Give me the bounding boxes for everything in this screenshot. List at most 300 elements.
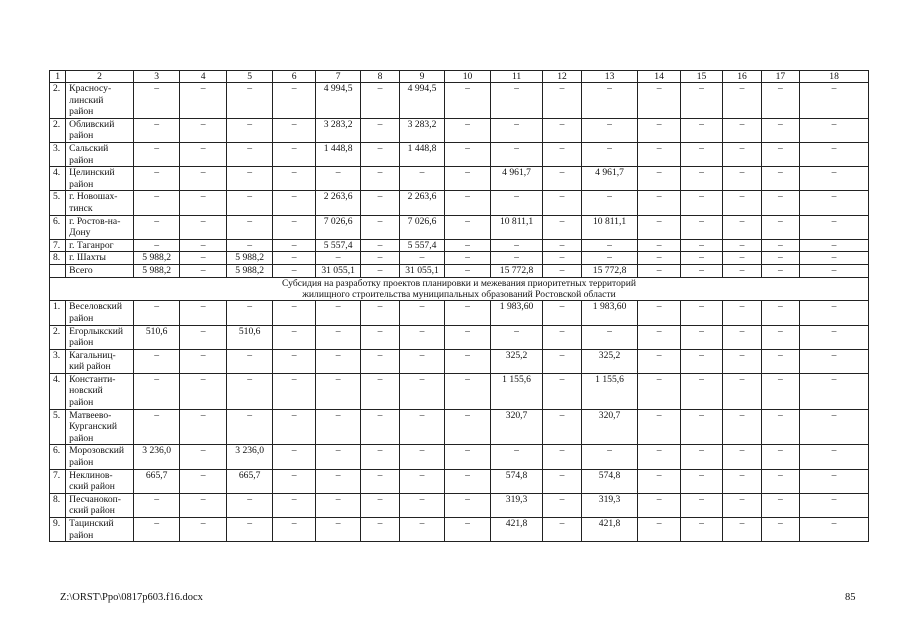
value-cell: – (445, 239, 491, 252)
value-cell: – (315, 252, 361, 265)
value-cell: – (680, 469, 722, 493)
value-cell: 510,6 (133, 325, 180, 349)
file-path: Z:\ORST\Ppo\0817p603.f16.docx (60, 592, 203, 603)
row-name: Матвеево- Курганский район (66, 409, 134, 445)
value-cell: 510,6 (226, 325, 273, 349)
column-number: 14 (638, 71, 680, 83)
value-cell: – (800, 349, 869, 373)
value-cell: – (543, 252, 581, 265)
value-cell: – (761, 469, 799, 493)
value-cell: – (761, 191, 799, 215)
value-cell: 325,2 (490, 349, 543, 373)
row-name: Егорлыкский район (66, 325, 134, 349)
value-cell: – (543, 301, 581, 325)
value-cell: 4 994,5 (315, 83, 361, 119)
value-cell: – (800, 373, 869, 409)
column-number: 10 (445, 71, 491, 83)
value-cell: – (133, 191, 180, 215)
column-number: 15 (680, 71, 722, 83)
value-cell: – (226, 239, 273, 252)
column-number: 18 (800, 71, 869, 83)
value-cell: – (180, 469, 227, 493)
value-cell: – (361, 409, 399, 445)
value-cell: – (638, 301, 680, 325)
row-index: 3. (50, 349, 66, 373)
value-cell: – (273, 215, 315, 239)
row-index: 6. (50, 215, 66, 239)
value-cell: – (180, 239, 227, 252)
row-name: г. Ростов-на- Дону (66, 215, 134, 239)
column-number: 16 (723, 71, 761, 83)
value-cell: – (638, 252, 680, 265)
value-cell: – (226, 215, 273, 239)
value-cell: 421,8 (581, 518, 638, 542)
value-cell: – (226, 83, 273, 119)
value-cell: – (723, 445, 761, 469)
value-cell: – (180, 264, 227, 277)
column-number: 1 (50, 71, 66, 83)
value-cell: – (361, 469, 399, 493)
value-cell: – (680, 118, 722, 142)
value-cell: 5 988,2 (226, 252, 273, 265)
value-cell: – (800, 518, 869, 542)
value-cell: – (680, 325, 722, 349)
value-cell: – (273, 142, 315, 166)
value-cell: – (133, 409, 180, 445)
value-cell: 7 026,6 (315, 215, 361, 239)
value-cell: – (273, 264, 315, 277)
value-cell: – (761, 83, 799, 119)
value-cell: 1 983,60 (490, 301, 543, 325)
value-cell: – (273, 373, 315, 409)
value-cell: – (800, 325, 869, 349)
value-cell: – (361, 493, 399, 517)
value-cell: – (800, 167, 869, 191)
value-cell: – (445, 118, 491, 142)
row-index: 4. (50, 167, 66, 191)
value-cell: – (638, 325, 680, 349)
table-row (50, 349, 869, 373)
value-cell: – (273, 493, 315, 517)
table-row (50, 301, 869, 325)
value-cell: – (361, 264, 399, 277)
table-row (50, 167, 869, 191)
value-cell: – (800, 215, 869, 239)
value-cell: – (800, 445, 869, 469)
value-cell: – (543, 325, 581, 349)
value-cell: 665,7 (226, 469, 273, 493)
value-cell: – (399, 469, 445, 493)
value-cell: 7 026,6 (399, 215, 445, 239)
column-number: 2 (66, 71, 134, 83)
value-cell: – (445, 469, 491, 493)
value-cell: – (800, 264, 869, 277)
value-cell: – (445, 142, 491, 166)
row-index: 5. (50, 409, 66, 445)
value-cell: 325,2 (581, 349, 638, 373)
value-cell: – (273, 325, 315, 349)
value-cell: – (761, 493, 799, 517)
table-row (50, 518, 869, 542)
value-cell: – (723, 239, 761, 252)
value-cell: – (543, 493, 581, 517)
value-cell: – (180, 493, 227, 517)
value-cell: – (490, 83, 543, 119)
value-cell: – (761, 518, 799, 542)
table-row (50, 373, 869, 409)
value-cell: – (361, 83, 399, 119)
column-number: 9 (399, 71, 445, 83)
value-cell: – (180, 142, 227, 166)
value-cell: – (723, 118, 761, 142)
value-cell: – (638, 493, 680, 517)
row-name: Песчанокоп- ский район (66, 493, 134, 517)
value-cell: – (445, 409, 491, 445)
value-cell: – (680, 445, 722, 469)
value-cell: – (723, 409, 761, 445)
value-cell: – (723, 493, 761, 517)
row-index: 8. (50, 252, 66, 265)
value-cell: – (226, 409, 273, 445)
column-number: 12 (543, 71, 581, 83)
value-cell: – (399, 518, 445, 542)
value-cell: – (638, 373, 680, 409)
value-cell: – (445, 445, 491, 469)
table-row (50, 252, 869, 265)
row-index: 3. (50, 142, 66, 166)
value-cell: – (543, 118, 581, 142)
value-cell: – (445, 83, 491, 119)
value-cell: – (399, 252, 445, 265)
value-cell: – (638, 239, 680, 252)
column-number: 7 (315, 71, 361, 83)
value-cell: 3 283,2 (315, 118, 361, 142)
value-cell: – (226, 142, 273, 166)
row-name: Всего (66, 264, 134, 277)
value-cell: – (361, 167, 399, 191)
column-number: 11 (490, 71, 543, 83)
value-cell: – (543, 349, 581, 373)
value-cell: – (800, 301, 869, 325)
value-cell: – (723, 264, 761, 277)
value-cell: – (680, 373, 722, 409)
value-cell: 2 263,6 (315, 191, 361, 215)
table-row (50, 215, 869, 239)
value-cell: – (581, 325, 638, 349)
value-cell: – (361, 215, 399, 239)
value-cell: – (543, 518, 581, 542)
value-cell: 319,3 (490, 493, 543, 517)
value-cell: – (543, 239, 581, 252)
row-index: 6. (50, 445, 66, 469)
value-cell: – (490, 445, 543, 469)
value-cell: – (680, 191, 722, 215)
value-cell: – (361, 301, 399, 325)
value-cell: – (273, 349, 315, 373)
value-cell: – (180, 518, 227, 542)
value-cell: – (180, 167, 227, 191)
table-row (50, 493, 869, 517)
value-cell: – (680, 142, 722, 166)
value-cell: – (761, 264, 799, 277)
value-cell: – (226, 191, 273, 215)
value-cell: – (638, 264, 680, 277)
value-cell: – (445, 373, 491, 409)
row-name: г. Таганрог (66, 239, 134, 252)
value-cell: – (445, 264, 491, 277)
row-name: Сальский район (66, 142, 134, 166)
row-index: 2. (50, 83, 66, 119)
value-cell: – (273, 252, 315, 265)
value-cell: – (361, 445, 399, 469)
value-cell: 4 961,7 (490, 167, 543, 191)
table-row (50, 469, 869, 493)
value-cell: – (800, 469, 869, 493)
row-name: г. Шахты (66, 252, 134, 265)
value-cell: – (273, 118, 315, 142)
value-cell: – (361, 373, 399, 409)
value-cell: – (543, 445, 581, 469)
value-cell: – (638, 118, 680, 142)
value-cell: – (180, 409, 227, 445)
value-cell: – (490, 325, 543, 349)
value-cell: – (800, 409, 869, 445)
value-cell: 2 263,6 (399, 191, 445, 215)
row-index: 1. (50, 301, 66, 325)
value-cell: 4 994,5 (399, 83, 445, 119)
value-cell: – (723, 469, 761, 493)
value-cell: – (680, 167, 722, 191)
value-cell: – (723, 83, 761, 119)
row-index: 9. (50, 518, 66, 542)
value-cell: – (543, 409, 581, 445)
value-cell: – (315, 349, 361, 373)
value-cell: – (723, 349, 761, 373)
value-cell: – (133, 373, 180, 409)
value-cell: – (761, 349, 799, 373)
value-cell: – (723, 215, 761, 239)
value-cell: – (180, 118, 227, 142)
value-cell: – (800, 191, 869, 215)
value-cell: – (761, 239, 799, 252)
value-cell: – (180, 349, 227, 373)
value-cell: 31 055,1 (399, 264, 445, 277)
value-cell: 3 283,2 (399, 118, 445, 142)
value-cell: – (680, 518, 722, 542)
value-cell: – (680, 264, 722, 277)
value-cell: 5 988,2 (226, 264, 273, 277)
value-cell: – (273, 518, 315, 542)
value-cell: 5 557,4 (315, 239, 361, 252)
row-name: Красносу- линский район (66, 83, 134, 119)
row-index: 7. (50, 239, 66, 252)
value-cell: – (543, 83, 581, 119)
value-cell: – (723, 167, 761, 191)
value-cell: 320,7 (490, 409, 543, 445)
value-cell: – (226, 118, 273, 142)
column-number-row (50, 71, 869, 83)
value-cell: – (315, 518, 361, 542)
value-cell: – (180, 191, 227, 215)
value-cell: – (490, 142, 543, 166)
value-cell: – (800, 493, 869, 517)
value-cell: – (543, 469, 581, 493)
value-cell: – (180, 373, 227, 409)
value-cell: – (445, 215, 491, 239)
value-cell: 320,7 (581, 409, 638, 445)
table-row (50, 325, 869, 349)
value-cell: 3 236,0 (133, 445, 180, 469)
value-cell: – (226, 518, 273, 542)
value-cell: – (638, 83, 680, 119)
value-cell: – (445, 518, 491, 542)
row-index: 4. (50, 373, 66, 409)
value-cell: – (445, 167, 491, 191)
value-cell: – (315, 167, 361, 191)
column-number: 17 (761, 71, 799, 83)
value-cell: – (638, 167, 680, 191)
value-cell: – (361, 142, 399, 166)
value-cell: – (680, 409, 722, 445)
value-cell: – (581, 191, 638, 215)
value-cell: – (680, 239, 722, 252)
value-cell: – (361, 191, 399, 215)
table-row (50, 118, 869, 142)
value-cell: – (133, 518, 180, 542)
row-name: Обливский район (66, 118, 134, 142)
row-name: Морозовский район (66, 445, 134, 469)
value-cell: – (273, 239, 315, 252)
value-cell: 665,7 (133, 469, 180, 493)
value-cell: – (638, 215, 680, 239)
value-cell: – (399, 409, 445, 445)
value-cell: – (680, 252, 722, 265)
row-name: Неклинов- ский район (66, 469, 134, 493)
value-cell: – (761, 325, 799, 349)
value-cell: – (361, 518, 399, 542)
value-cell: – (680, 83, 722, 119)
value-cell: – (800, 252, 869, 265)
value-cell: – (315, 301, 361, 325)
budget-table (49, 70, 869, 542)
value-cell: – (315, 373, 361, 409)
value-cell: – (133, 83, 180, 119)
row-index (50, 264, 66, 277)
row-index: 2. (50, 325, 66, 349)
value-cell: – (723, 325, 761, 349)
table-row (50, 409, 869, 445)
value-cell: 31 055,1 (315, 264, 361, 277)
value-cell: – (800, 83, 869, 119)
value-cell: – (399, 373, 445, 409)
value-cell: – (800, 239, 869, 252)
row-name: Веселовский район (66, 301, 134, 325)
value-cell: – (723, 518, 761, 542)
value-cell: – (761, 118, 799, 142)
value-cell: – (361, 349, 399, 373)
value-cell: – (638, 469, 680, 493)
row-index: 2. (50, 118, 66, 142)
value-cell: – (490, 252, 543, 265)
value-cell: – (638, 445, 680, 469)
value-cell: – (761, 445, 799, 469)
value-cell: – (180, 301, 227, 325)
value-cell: – (445, 191, 491, 215)
value-cell: – (800, 118, 869, 142)
value-cell: 4 961,7 (581, 167, 638, 191)
value-cell: 574,8 (490, 469, 543, 493)
value-cell: – (226, 349, 273, 373)
row-name: Константи- новский район (66, 373, 134, 409)
value-cell: – (581, 252, 638, 265)
value-cell: – (638, 409, 680, 445)
value-cell: – (273, 409, 315, 445)
value-cell: – (133, 142, 180, 166)
value-cell: – (133, 118, 180, 142)
value-cell: – (445, 252, 491, 265)
value-cell: – (180, 325, 227, 349)
value-cell: 1 155,6 (581, 373, 638, 409)
value-cell: – (723, 142, 761, 166)
row-index: 7. (50, 469, 66, 493)
table-row (50, 264, 869, 277)
value-cell: – (133, 493, 180, 517)
section-row (50, 277, 869, 301)
value-cell: – (445, 493, 491, 517)
table-row (50, 191, 869, 215)
value-cell: 1 448,8 (315, 142, 361, 166)
value-cell: – (490, 191, 543, 215)
value-cell: – (581, 142, 638, 166)
value-cell: – (226, 373, 273, 409)
value-cell: – (399, 493, 445, 517)
value-cell: 10 811,1 (490, 215, 543, 239)
column-number: 8 (361, 71, 399, 83)
value-cell: – (581, 83, 638, 119)
value-cell: – (761, 215, 799, 239)
column-number: 13 (581, 71, 638, 83)
row-index: 8. (50, 493, 66, 517)
value-cell: – (273, 83, 315, 119)
value-cell: – (180, 445, 227, 469)
value-cell: – (761, 167, 799, 191)
value-cell: – (180, 252, 227, 265)
value-cell: 421,8 (490, 518, 543, 542)
value-cell: – (273, 469, 315, 493)
value-cell: – (315, 409, 361, 445)
page-number: 85 (845, 592, 856, 603)
value-cell: – (226, 167, 273, 191)
value-cell: – (761, 252, 799, 265)
value-cell: – (723, 191, 761, 215)
value-cell: – (133, 239, 180, 252)
value-cell: – (543, 215, 581, 239)
value-cell: – (680, 215, 722, 239)
value-cell: 5 988,2 (133, 252, 180, 265)
value-cell: – (315, 493, 361, 517)
value-cell: – (315, 325, 361, 349)
column-number: 5 (226, 71, 273, 83)
value-cell: – (543, 191, 581, 215)
value-cell: – (581, 445, 638, 469)
value-cell: 3 236,0 (226, 445, 273, 469)
value-cell: – (445, 301, 491, 325)
section-title: Субсидия на разработку проектов планировки и межевания приоритетных территорий жилищного строительства муниципальных образований Ростовской области (50, 277, 869, 301)
value-cell: – (180, 215, 227, 239)
value-cell: – (761, 373, 799, 409)
value-cell: – (361, 252, 399, 265)
column-number: 4 (180, 71, 227, 83)
